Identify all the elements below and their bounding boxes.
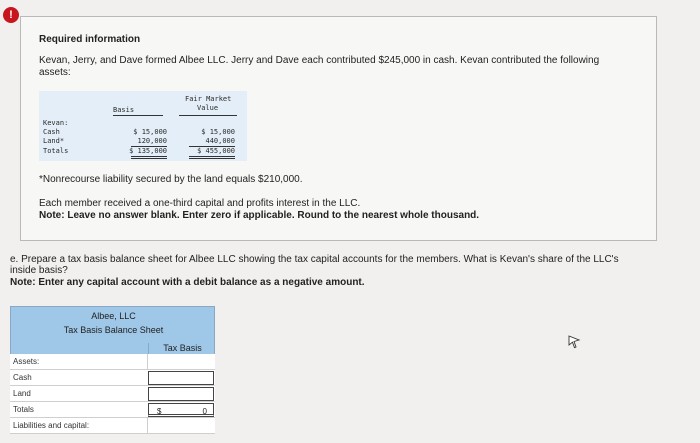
totals-tax-basis-cell bbox=[148, 403, 214, 417]
member-interest-text: Each member received a one-third capital and profits interest in the LLC. bbox=[39, 198, 361, 209]
header-basis: Basis bbox=[113, 106, 135, 114]
row-cash bbox=[10, 370, 215, 386]
mouse-cursor-icon bbox=[567, 335, 581, 349]
row-assets bbox=[10, 354, 215, 370]
row-liabilities-label: Liabilities and capital: bbox=[13, 421, 90, 430]
row-basis-cash: $ 15,000 bbox=[133, 128, 167, 136]
row-land bbox=[10, 386, 215, 402]
required-title: Required information bbox=[39, 34, 141, 45]
row-totals bbox=[10, 402, 215, 418]
totals-value: 0 bbox=[202, 407, 207, 416]
row-fmv-land: 440,000 bbox=[205, 137, 235, 145]
row-assets-label: Assets: bbox=[13, 357, 40, 366]
row-fmv-cash: $ 15,000 bbox=[201, 128, 235, 136]
contributed-assets-table bbox=[39, 91, 247, 161]
row-land-label: Land bbox=[13, 389, 31, 398]
row-totals-label: Totals bbox=[13, 405, 34, 414]
row-basis-land: 120,000 bbox=[137, 137, 167, 145]
part-e-question: e. Prepare a tax basis balance sheet for Albee LLC showing the tax capital accounts for the members. What is Kevan's share of the LLC's inside basis? bbox=[10, 254, 619, 276]
row-basis-totals: $ 135,000 bbox=[129, 147, 167, 155]
totals-currency: $ bbox=[157, 407, 162, 416]
instructions-note: Note: Leave no answer blank. Enter zero if applicable. Round to the nearest whole thousand. bbox=[39, 210, 480, 221]
company-name: Albee, LLC bbox=[91, 311, 136, 321]
row-label-cash: Cash bbox=[43, 128, 60, 136]
row-cash-label: Cash bbox=[13, 373, 32, 382]
header-fmv-line2: Value bbox=[197, 104, 219, 112]
balance-sheet-title: Tax Basis Balance Sheet bbox=[63, 325, 164, 335]
row-fmv-totals: $ 455,000 bbox=[197, 147, 235, 155]
land-tax-basis-input[interactable] bbox=[148, 387, 214, 401]
header-fmv-line1: Fair Market bbox=[185, 95, 232, 103]
required-intro: Kevan, Jerry, and Dave formed Albee LLC. Jerry and Dave each contributed $245,000 in cash. Kevan contributed the following assets: bbox=[39, 55, 600, 78]
row-label-land: Land* bbox=[43, 137, 65, 145]
column-header-tax-basis: Tax Basis bbox=[148, 343, 216, 357]
balance-sheet-header bbox=[10, 306, 215, 357]
part-e-note: Note: Enter any capital account with a debit balance as a negative amount. bbox=[10, 277, 365, 288]
footnote: *Nonrecourse liability secured by the land equals $210,000. bbox=[39, 174, 303, 185]
alert-icon: ! bbox=[3, 7, 19, 23]
row-liabilities-capital bbox=[10, 418, 215, 434]
row-label-totals: Totals bbox=[43, 147, 69, 155]
required-information-panel bbox=[20, 16, 657, 241]
cash-tax-basis-input[interactable] bbox=[148, 371, 214, 385]
section-kevan: Kevan: bbox=[43, 119, 69, 127]
